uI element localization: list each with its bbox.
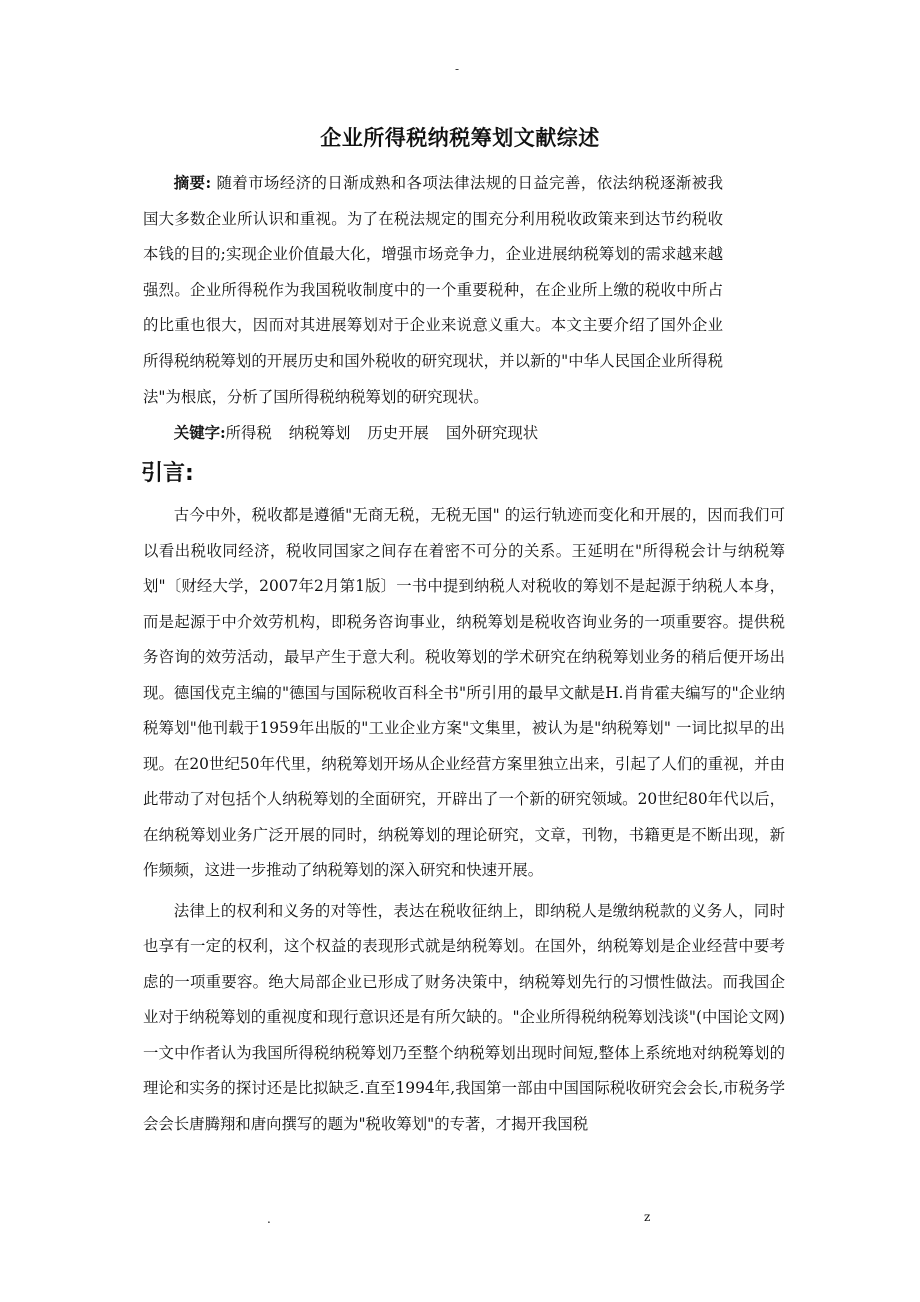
- footer-left-mark: .: [267, 1212, 271, 1226]
- keyword: 国外研究现状: [445, 424, 539, 442]
- body-text: [143, 498, 785, 1147]
- abstract-paragraph: [143, 166, 723, 415]
- abstract-label: 摘要:: [173, 174, 212, 192]
- keywords: [143, 418, 814, 448]
- section-heading: 引言:: [141, 461, 194, 486]
- body-paragraph: 古今中外，税收都是遵循"无商无税，无税无国" 的运行轨迹而变化和开展的，因而我们可以看出税收同经济，税收同国家之间存在着密不可分的关系。王延明在"所得税会计与纳税筹划"〔财经大学，2007年2月第1版〕一书中提到纳税人对税收的筹划不是起源于纳税人本身，而是起源于中介效劳机构，即税务咨询事业，纳税筹划是税收咨询业务的一项重要容。提供税务咨询的效劳活动，最早产生于意大利。税收筹划的学术研究在纳税筹划业务的稍后便开场出现。德国伐克主编的"德国与国际税收百科全书"所引用的最早文献是H.肖肯霍夫编写的"企业纳税筹划"他刊载于1959年出版的"工业企业方案"文集里，被认为是"纳税筹划" 一词比拟早的出现。在20世纪50年代里，纳税筹划开场从企业经营方案里独立出来，引起了人们的重视，并由此带动了对包括个人纳税筹划的全面研究，开辟出了一个新的研究领域。20世纪80年代以后，在纳税筹划业务广泛开展的同时，纳税筹划的理论研究，文章，刊物，书籍更是不断出现，新作频频，这进一步推动了纳税筹划的深入研究和快速开展。: [143, 506, 785, 879]
- body-paragraph: 法律上的权利和义务的对等性，表达在税收征纳上，即纳税人是缴纳税款的义务人，同时也享有一定的权利，这个权益的表现形式就是纳税筹划。在国外，纳税筹划是企业经营中要考虑的一项重要容。绝大局部企业已形成了财务决策中，纳税筹划先行的习惯性做法。而我国企业对于纳税筹划的重视度和现行意识还是有所欠缺的。"企业所得税纳税筹划浅谈"(中国论文网)一文中作者认为我国所得税纳税筹划乃至整个纳税筹划出现时间短,整体上系统地对纳税筹划的理论和实务的探讨还是比拟缺乏.直至1994年,我国第一部由中国国际税收研究会会长,市税务学会会长唐腾翔和唐向撰写的题为"税收筹划"的专著，才揭开我国税: [143, 901, 785, 1133]
- keywords-label: 关键字:: [173, 424, 226, 442]
- header-mark: -: [455, 62, 460, 76]
- abstract-text: 随着市场经济的日渐成熟和各项法律法规的日益完善，依法纳税逐渐被我国大多数企业所认识和重视。为了在税法规定的围充分利用税收政策来到达节约税收本钱的目的;实现企业价值最大化，增强市场竞争力，企业进展纳税筹划的需求越来越强烈。企业所得税作为我国税收制度中的一个重要税种，在企业所上缴的税收中所占的比重也很大，因而对其进展筹划对于企业来说意义重大。本文主要介绍了国外企业所得税纳税筹划的开展历史和国外税收的研究现状，并以新的"中华人民国企业所得税法"为根底，分析了国所得税纳税筹划的研究现状。: [143, 174, 723, 406]
- keyword: 纳税筹划: [288, 424, 351, 442]
- document-title: 企业所得税纳税筹划文献综述: [320, 125, 600, 150]
- abstract: [143, 166, 723, 415]
- footer-right-mark: z: [644, 1210, 651, 1224]
- keyword: 历史开展: [367, 424, 429, 442]
- keyword: 所得税: [225, 424, 272, 442]
